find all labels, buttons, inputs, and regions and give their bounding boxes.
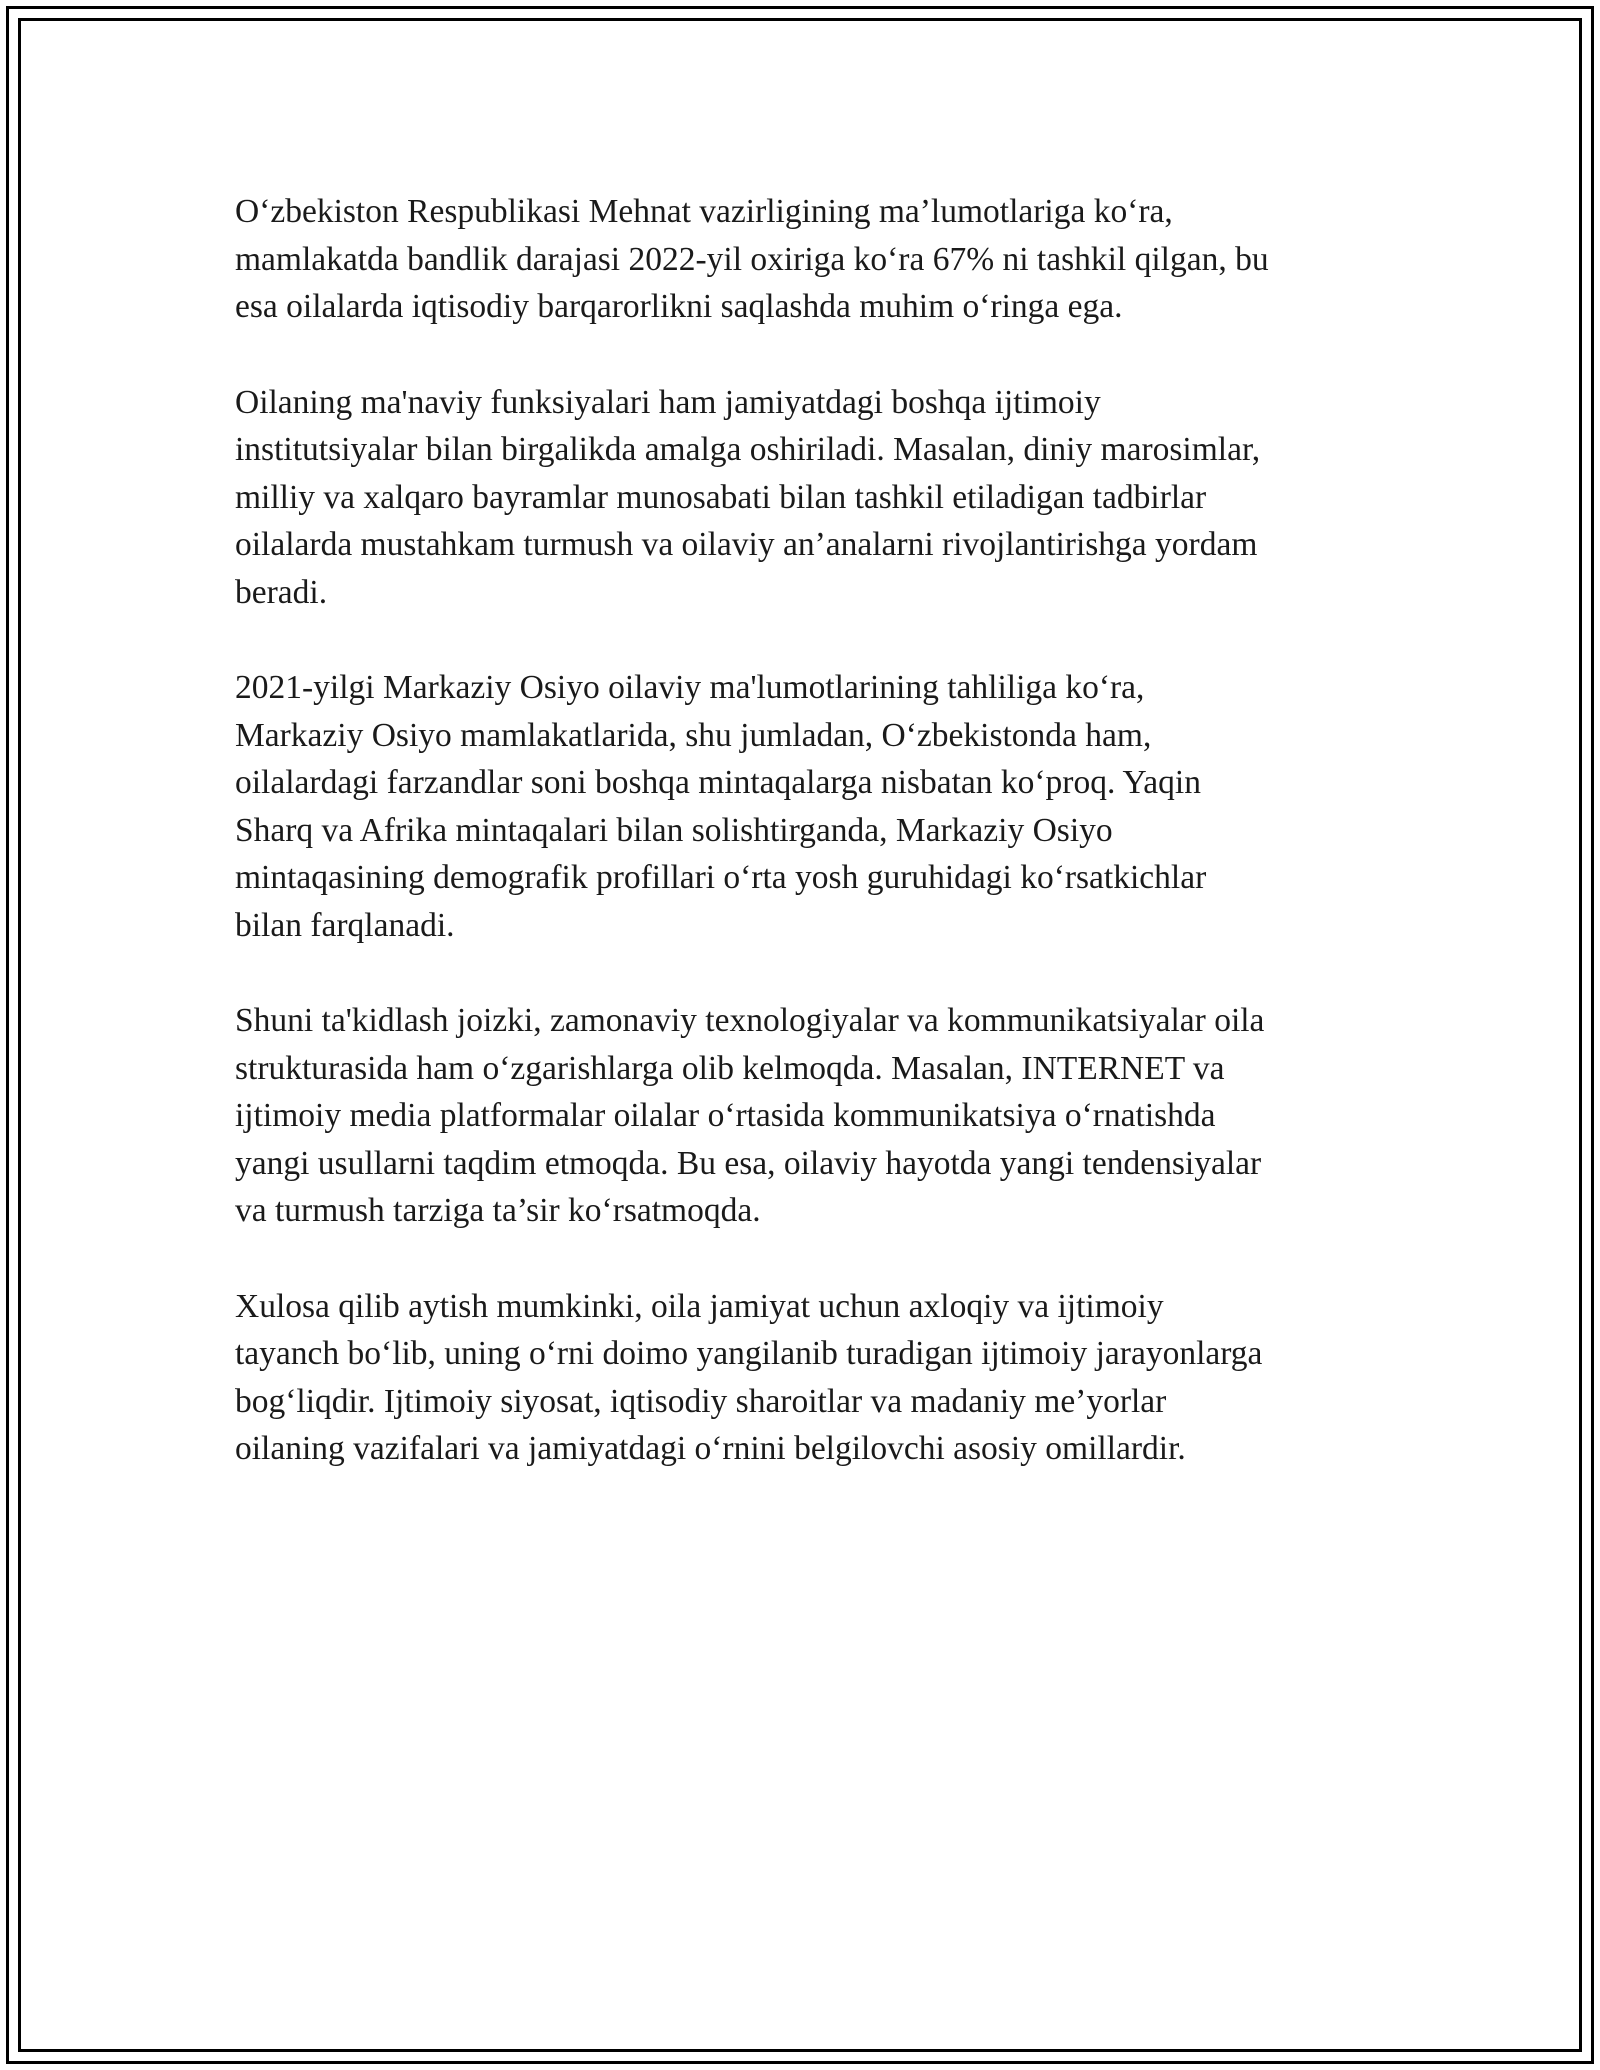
paragraph-spiritual-functions: Oilaning ma'naviy funksiyalari ham jamiyatdagi boshqa ijtimoiy institutsiyalar bilan birgalikda amalga oshiriladi. Masalan, diniy marosimlar, milliy va xalqaro bayramlar munosabati bilan tashkil etiladigan tadbirlar oilalarda mustahkam turmush va oilaviy an’analarni rivojlantirishga yordam beradi. (235, 383, 1261, 611)
paragraph-employment: O‘zbekiston Respublikasi Mehnat vazirligining ma’lumotlariga ko‘ra, mamlakatda bandlik darajasi 2022-yil oxiriga ko‘ra 67% ni tashkil qilgan, bu esa oilalarda iqtisodiy barqarorlikni saqlashda muhim o‘ringa ega. (235, 193, 1269, 325)
paragraph-conclusion: Xulosa qilib aytish mumkinki, oila jamiyat uchun axloqiy va ijtimoiy tayanch bo‘lib, uning o‘rni doimo yangilanib turadigan ijtimoiy jarayonlarga bog‘liqdir. Ijtimoiy siyosat, iqtisodiy sharoitlar va madaniy me’yorlar oilaning vazifalari va jamiyatdagi o‘rnini belgilovchi asosiy omillardir. (235, 1287, 1263, 1467)
paragraph-central-asia-demographics: 2021-yilgi Markaziy Osiyo oilaviy ma'lumotlarining tahliliga ko‘ra, Markaziy Osiyo mamlakatlarida, shu jumladan, O‘zbekistonda ham, oilalardagi farzandlar soni boshqa mintaqalarga nisbatan ko‘proq. Yaqin Sharq va Afrika mintaqalari bilan solishtirganda, Markaziy Osiyo mintaqasining demografik profillari o‘rta yosh guruhidagi ko‘rsatkichlar bilan farqlanadi. (235, 669, 1207, 944)
document-body (235, 188, 1375, 1521)
paragraph-technology-impact: Shuni ta'kidlash joizki, zamonaviy texnologiyalar va kommunikatsiyalar oila strukturasida ham o‘zgarishlarga olib kelmoqda. Masalan, INTERNET va ijtimoiy media platformalar oilalar o‘rtasida kommunikatsiya o‘rnatishda yangi usullarni taqdim etmoqda. Bu esa, oilaviy hayotda yangi tendensiyalar va turmush tarziga ta’sir ko‘rsatmoqda. (235, 1002, 1265, 1229)
